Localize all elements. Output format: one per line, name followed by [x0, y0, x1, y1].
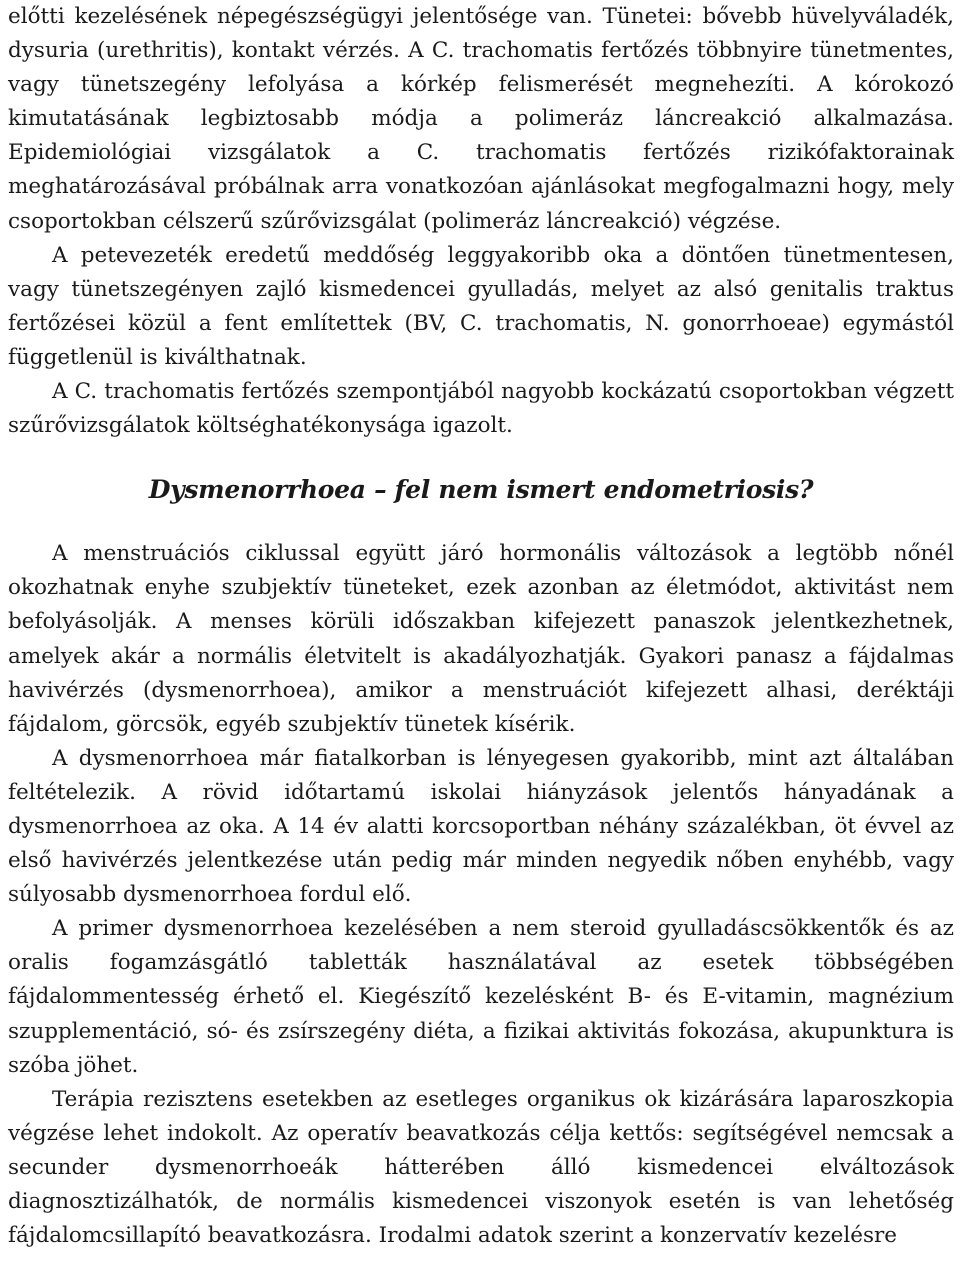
document-page	[8, 0, 954, 1253]
paragraph-screening-cost: A C. trachomatis fertőzés szempontjából nagyobb kockázatú csoportokban végzett szűrővizsgálatok költséghatékonysága igazolt.	[8, 379, 954, 439]
section-heading: Dysmenorrhoea – fel nem ismert endometriosis?	[148, 475, 814, 505]
paragraph-dysmenorrhoea-prevalence: A dysmenorrhoea már fiatalkorban is lényegesen gyakoribb, mint azt általában feltételezik. A rövid időtartamú iskolai hiányzások jelentős hányadának a dysmenorrhoea az oka. A 14 év alatti korcsoportban néhány százalékban, öt évvel az első havivérzés jelentkezése után pedig már minden negyedik nőben enyhébb, vagy súlyosabb dysmenorrhoea fordul elő.	[8, 745, 954, 908]
paragraph-chlamydia-intro: előtti kezelésének népegészségügyi jelentősége van. Tünetei: bővebb hüvelyváladék, dysuria (urethritis), kontakt vérzés. A C. trachomatis fertőzés többnyire tünetmentes, vagy tünetszegény lefolyása a kórkép felismerését megnehezíti. A kórokozó kimutatásának legbiztosabb módja a polimeráz láncreakció alkalmazása. Epidemiológiai vizsgálatok a C. trachomatis fertőzés rizikófaktorainak meghatározásával próbálnak arra vonatkozóan ajánlásokat megfogalmazni hogy, mely csoportokban célszerű szűrővizsgálat (polimeráz láncreakció) végzése.	[8, 4, 954, 234]
paragraph-primary-treatment: A primer dysmenorrhoea kezelésében a nem steroid gyulladáscsökkentők és az oralis fogamzásgátló tabletták használatával az esetek többségében fájdalommentesség érhető el. Kiegészítő kezelésként B- és E-vitamin, magnézium szupplementáció, só- és zsírszegény diéta, a fizikai aktivitás fokozása, akupunktura is szóba jöhet.	[8, 916, 954, 1078]
paragraph-laparoscopy: Terápia rezisztens esetekben az esetleges organikus ok kizárására laparoszkopia végzése lehet indokolt. Az operatív beavatkozás célja kettős: segítségével nemcsak a secunder dysmenorrhoeák hátterében álló kismedencei elváltozások diagnosztizálhatók, de normális kismedencei viszonyok esetén is van lehetőség fájdalomcsillapító beavatkozásra. Irodalmi adatok szerint a konzervatív kezelésre	[8, 1086, 954, 1249]
paragraph-menstrual-changes: A menstruációs ciklussal együtt járó hormonális változások a legtöbb nőnél okozhatnak enyhe szubjektív tüneteket, ezek azonban az életmódot, aktivitást nem befolyásolják. A menses körüli időszakban kifejezett panaszok jelentkezhetnek, amelyek akár a normális életvitelt is akadályozhatják. Gyakori panasz a fájdalmas havivérzés (dysmenorrhoea), amikor a menstruációt kifejezett alhasi, deréktáji fájdalom, görcsök, egyéb szubjektív tünetek kísérik.	[8, 541, 954, 737]
paragraph-tubal-infertility: A petevezeték eredetű meddőség leggyakoribb oka a döntően tünetmentesen, vagy tünetszegényen zajló kismedencei gyulladás, melyet az alsó genitalis traktus fertőzései közül a fent említettek (BV, C. trachomatis, N. gonorrhoeae) egymástól függetlenül is kiválthatnak.	[8, 242, 954, 370]
